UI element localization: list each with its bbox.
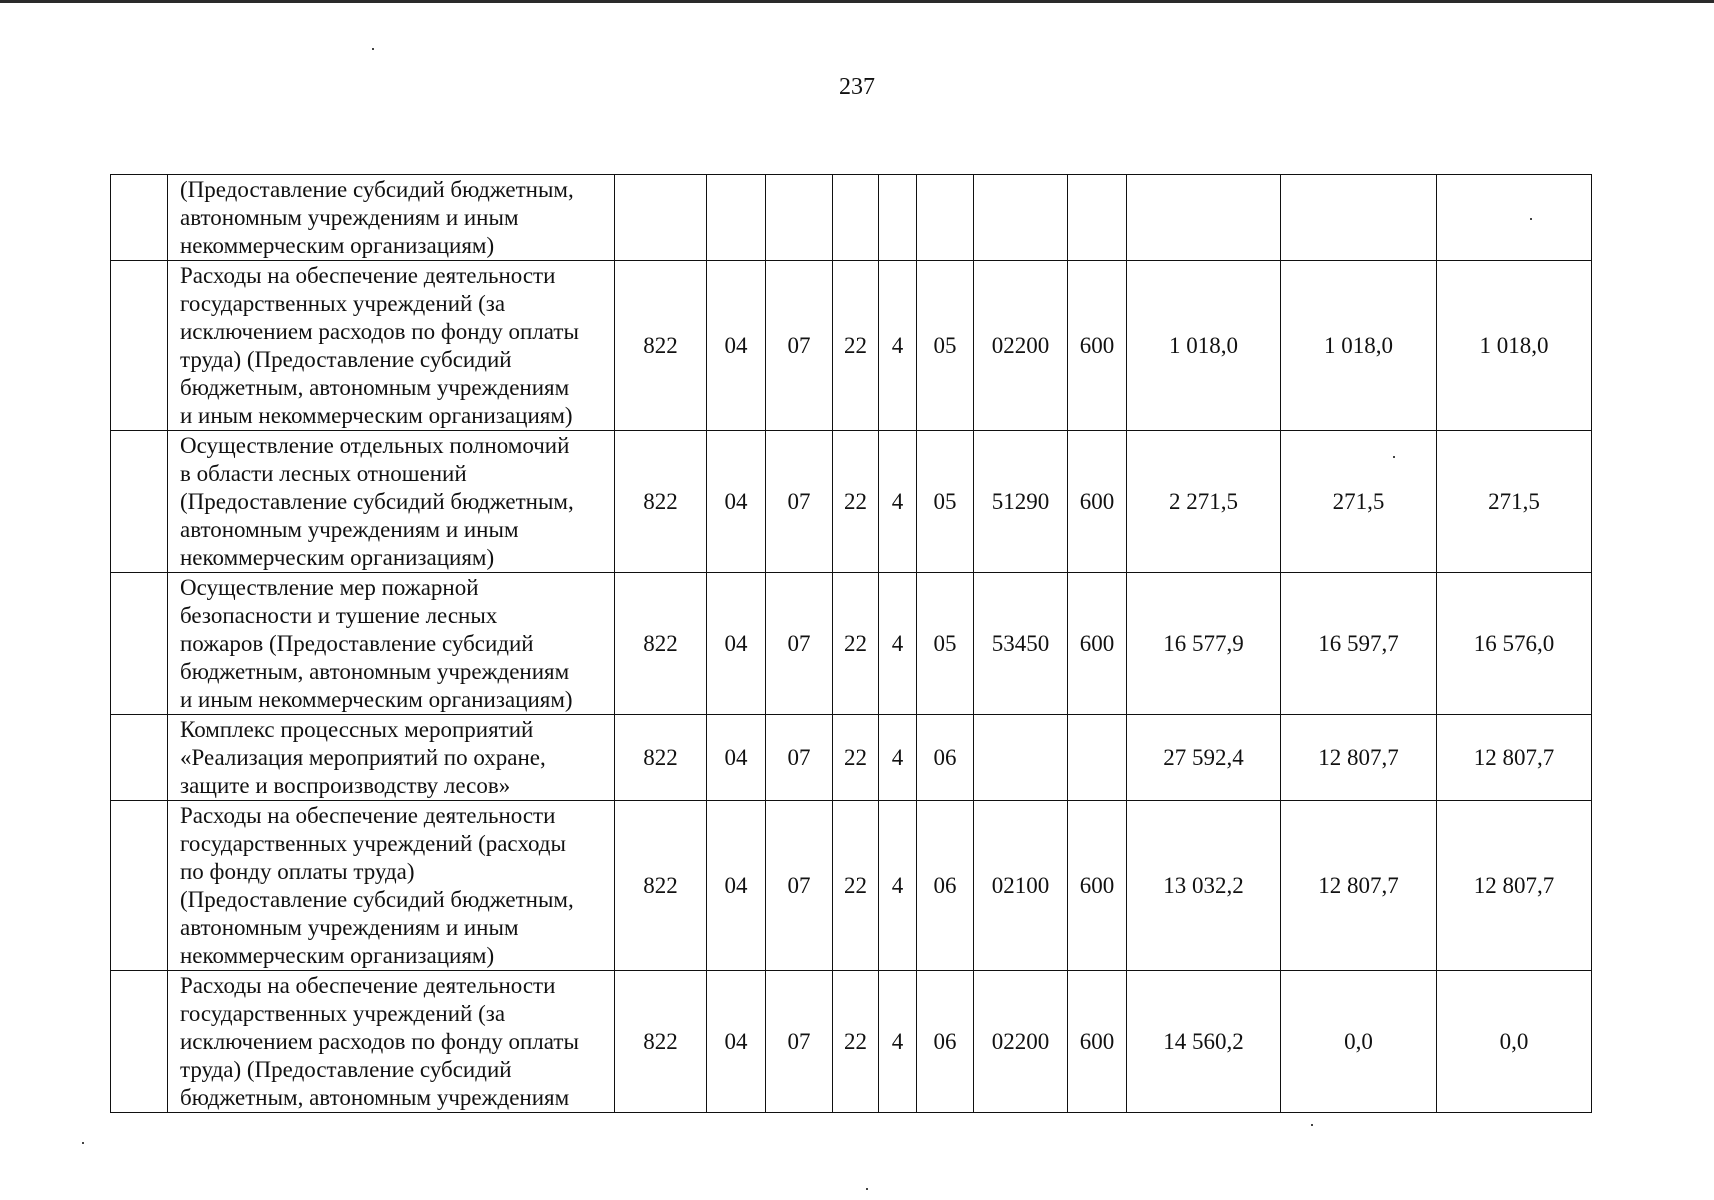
code-program-type: 4 xyxy=(879,573,917,715)
code-program-type: 4 xyxy=(879,431,917,573)
amount-year-1: 14 560,2 xyxy=(1127,971,1281,1113)
code-structural-element: 05 xyxy=(917,261,974,431)
code-expense-direction: 53450 xyxy=(974,573,1068,715)
code-expense-type xyxy=(1068,175,1127,261)
code-section: 04 xyxy=(707,801,766,971)
code-section: 04 xyxy=(707,431,766,573)
code-expense-type: 600 xyxy=(1068,573,1127,715)
code-expense-type: 600 xyxy=(1068,801,1127,971)
amount-year-1: 2 271,5 xyxy=(1127,431,1281,573)
code-ministry: 822 xyxy=(615,715,707,801)
code-section xyxy=(707,175,766,261)
row-description: (Предоставление субсидий бюджетным, автономным учреждениям и иным некоммерческим организациям) xyxy=(168,175,615,261)
scan-speck xyxy=(82,1142,84,1144)
table-row xyxy=(111,431,1592,573)
code-expense-type: 600 xyxy=(1068,431,1127,573)
table-row xyxy=(111,573,1592,715)
amount-year-3 xyxy=(1437,175,1592,261)
amount-year-3: 12 807,7 xyxy=(1437,715,1592,801)
amount-year-1: 1 018,0 xyxy=(1127,261,1281,431)
scan-speck xyxy=(1311,1124,1313,1126)
code-program: 22 xyxy=(833,261,879,431)
row-description: Расходы на обеспечение деятельности государственных учреждений (за исключением расходов по фонду оплаты труда) (Предоставление субсидий бюджетным, автономным учреждениям xyxy=(168,971,615,1113)
code-expense-type: 600 xyxy=(1068,971,1127,1113)
code-structural-element: 06 xyxy=(917,801,974,971)
code-expense-direction: 02100 xyxy=(974,801,1068,971)
scan-speck xyxy=(1393,456,1395,458)
code-section: 04 xyxy=(707,971,766,1113)
code-program-type: 4 xyxy=(879,971,917,1113)
amount-year-3: 1 018,0 xyxy=(1437,261,1592,431)
code-program-type xyxy=(879,175,917,261)
amount-year-3: 0,0 xyxy=(1437,971,1592,1113)
code-expense-direction: 02200 xyxy=(974,971,1068,1113)
scan-speck xyxy=(372,48,374,50)
code-program-type: 4 xyxy=(879,715,917,801)
amount-year-2: 12 807,7 xyxy=(1281,715,1437,801)
code-ministry xyxy=(615,175,707,261)
code-structural-element: 05 xyxy=(917,573,974,715)
row-description: Осуществление отдельных полномочий в области лесных отношений (Предоставление субсидий бюджетным, автономным учреждениям и иным некоммерческим организациям) xyxy=(168,431,615,573)
code-expense-type: 600 xyxy=(1068,261,1127,431)
code-ministry: 822 xyxy=(615,431,707,573)
code-expense-direction: 51290 xyxy=(974,431,1068,573)
table-row xyxy=(111,971,1592,1113)
code-program xyxy=(833,175,879,261)
code-subsection: 07 xyxy=(766,261,833,431)
code-program: 22 xyxy=(833,431,879,573)
code-program: 22 xyxy=(833,715,879,801)
code-structural-element: 05 xyxy=(917,431,974,573)
table-row xyxy=(111,715,1592,801)
table-row xyxy=(111,801,1592,971)
code-subsection: 07 xyxy=(766,801,833,971)
row-number xyxy=(111,801,168,971)
row-number xyxy=(111,573,168,715)
code-subsection: 07 xyxy=(766,971,833,1113)
amount-year-3: 271,5 xyxy=(1437,431,1592,573)
amount-year-3: 12 807,7 xyxy=(1437,801,1592,971)
code-ministry: 822 xyxy=(615,971,707,1113)
row-description: Осуществление мер пожарной безопасности и тушение лесных пожаров (Предоставление субсидий бюджетным, автономным учреждениям и иным некоммерческим организациям) xyxy=(168,573,615,715)
table-row xyxy=(111,175,1592,261)
code-structural-element xyxy=(917,175,974,261)
amount-year-1 xyxy=(1127,175,1281,261)
code-program: 22 xyxy=(833,801,879,971)
code-expense-direction xyxy=(974,715,1068,801)
code-ministry: 822 xyxy=(615,801,707,971)
code-expense-type xyxy=(1068,715,1127,801)
code-subsection: 07 xyxy=(766,431,833,573)
code-structural-element: 06 xyxy=(917,971,974,1113)
amount-year-1: 27 592,4 xyxy=(1127,715,1281,801)
amount-year-2: 16 597,7 xyxy=(1281,573,1437,715)
code-program-type: 4 xyxy=(879,801,917,971)
amount-year-2: 1 018,0 xyxy=(1281,261,1437,431)
row-number xyxy=(111,431,168,573)
code-structural-element: 06 xyxy=(917,715,974,801)
row-number xyxy=(111,261,168,431)
row-number xyxy=(111,175,168,261)
code-section: 04 xyxy=(707,573,766,715)
code-section: 04 xyxy=(707,715,766,801)
code-subsection: 07 xyxy=(766,573,833,715)
budget-table xyxy=(110,174,1592,1113)
code-expense-direction xyxy=(974,175,1068,261)
row-description: Комплекс процессных мероприятий «Реализация мероприятий по охране, защите и воспроизводству лесов» xyxy=(168,715,615,801)
code-ministry: 822 xyxy=(615,573,707,715)
amount-year-3: 16 576,0 xyxy=(1437,573,1592,715)
amount-year-2: 0,0 xyxy=(1281,971,1437,1113)
code-section: 04 xyxy=(707,261,766,431)
scan-top-edge xyxy=(0,0,1714,3)
code-expense-direction: 02200 xyxy=(974,261,1068,431)
code-program: 22 xyxy=(833,971,879,1113)
scan-speck xyxy=(1530,218,1532,220)
amount-year-1: 16 577,9 xyxy=(1127,573,1281,715)
row-description: Расходы на обеспечение деятельности государственных учреждений (за исключением расходов по фонду оплаты труда) (Предоставление субсидий бюджетным, автономным учреждениям и иным некоммерческим организациям) xyxy=(168,261,615,431)
scan-speck xyxy=(866,1188,868,1190)
code-program: 22 xyxy=(833,573,879,715)
code-subsection: 07 xyxy=(766,715,833,801)
amount-year-2: 12 807,7 xyxy=(1281,801,1437,971)
code-program-type: 4 xyxy=(879,261,917,431)
amount-year-2 xyxy=(1281,175,1437,261)
page-number: 237 xyxy=(839,74,875,100)
row-number xyxy=(111,715,168,801)
table-row xyxy=(111,261,1592,431)
row-description: Расходы на обеспечение деятельности государственных учреждений (расходы по фонду оплаты труда) (Предоставление субсидий бюджетным, автономным учреждениям и иным некоммерческим организациям) xyxy=(168,801,615,971)
amount-year-2: 271,5 xyxy=(1281,431,1437,573)
row-number xyxy=(111,971,168,1113)
amount-year-1: 13 032,2 xyxy=(1127,801,1281,971)
code-subsection xyxy=(766,175,833,261)
code-ministry: 822 xyxy=(615,261,707,431)
